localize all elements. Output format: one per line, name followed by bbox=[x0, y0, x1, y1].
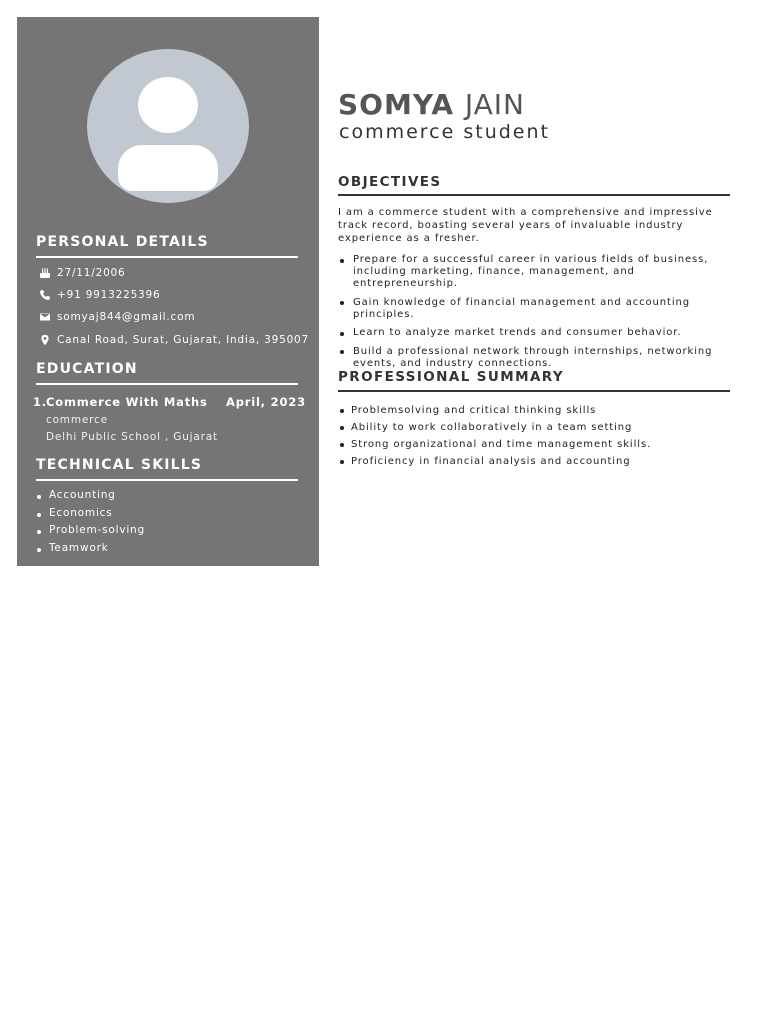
address-text: Canal Road, Surat, Gujarat, India, 395007 bbox=[57, 334, 310, 346]
professional-summary-divider bbox=[338, 390, 730, 392]
skills-list bbox=[36, 487, 145, 557]
address-row bbox=[38, 332, 309, 348]
summary-item: Ability to work collaboratively in a team setting bbox=[338, 419, 730, 436]
skill-item: Economics bbox=[36, 505, 145, 523]
objectives-heading: OBJECTIVES bbox=[338, 174, 442, 190]
summary-list bbox=[338, 402, 730, 470]
summary-item: Strong organizational and time management skills. bbox=[338, 436, 730, 453]
avatar-body bbox=[118, 145, 218, 191]
skill-item: Problem-solving bbox=[36, 522, 145, 540]
objective-item: Build a professional network through internships, networking events, and industry connections. bbox=[338, 346, 730, 370]
education-title: Commerce With Maths bbox=[46, 395, 208, 409]
location-icon bbox=[38, 334, 51, 347]
phone-row bbox=[38, 287, 161, 303]
technical-skills-divider bbox=[36, 479, 298, 481]
summary-item: Problemsolving and critical thinking skills bbox=[338, 402, 730, 419]
education-stream: commerce bbox=[46, 414, 108, 426]
job-title: commerce student bbox=[339, 121, 550, 143]
sidebar bbox=[17, 17, 319, 566]
summary-item: Proficiency in financial analysis and accounting bbox=[338, 453, 730, 470]
objectives-list bbox=[338, 254, 730, 376]
education-date: April, 2023 bbox=[226, 395, 306, 409]
objective-item: Learn to analyze market trends and consumer behavior. bbox=[338, 327, 730, 339]
education-heading: EDUCATION bbox=[36, 361, 138, 377]
avatar-head bbox=[138, 77, 198, 133]
objectives-intro: I am a commerce student with a comprehensive and impressive track record, boasting several years of invaluable industry experience as a fresher. bbox=[338, 207, 713, 244]
phone-icon bbox=[38, 289, 51, 302]
objective-item: Prepare for a successful career in various fields of business, including marketing, finance, management, and entrepreneurship. bbox=[338, 254, 730, 290]
phone-text: +91 9913225396 bbox=[57, 289, 161, 301]
email-icon bbox=[38, 311, 51, 324]
technical-skills-heading: TECHNICAL SKILLS bbox=[36, 457, 203, 473]
professional-summary-heading: PROFESSIONAL SUMMARY bbox=[338, 369, 565, 385]
skill-item: Teamwork bbox=[36, 540, 145, 558]
dob-row bbox=[38, 265, 126, 281]
first-name: SOMYA bbox=[338, 88, 455, 121]
objective-item: Gain knowledge of financial management and accounting principles. bbox=[338, 297, 730, 321]
email-text: somyaj844@gmail.com bbox=[57, 311, 196, 323]
name-heading bbox=[338, 88, 525, 121]
avatar bbox=[87, 49, 249, 203]
skill-item: Accounting bbox=[36, 487, 145, 505]
email-row bbox=[38, 309, 195, 325]
last-name: JAIN bbox=[464, 88, 525, 121]
personal-details-divider bbox=[36, 256, 298, 258]
education-number: 1. bbox=[33, 395, 47, 409]
dob-text: 27/11/2006 bbox=[57, 267, 126, 279]
education-divider bbox=[36, 383, 298, 385]
objectives-divider bbox=[338, 194, 730, 196]
education-school: Delhi Public School , Gujarat bbox=[46, 431, 218, 443]
personal-details-heading: PERSONAL DETAILS bbox=[36, 234, 209, 250]
cake-icon bbox=[38, 267, 51, 280]
